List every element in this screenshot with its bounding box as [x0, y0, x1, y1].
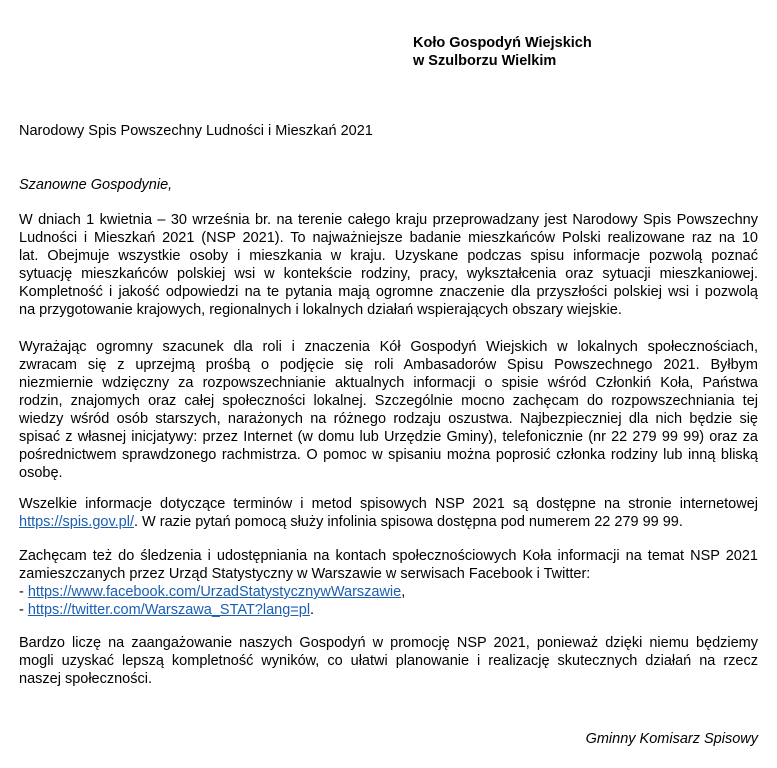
- paragraph-2-line: pośrednictwem sprawdzonego rachmistrza. O pomoc w spisaniu można poprosić członka rodziny lub inną bliską: [19, 447, 758, 463]
- paragraph-2: [19, 338, 758, 482]
- paragraph-1-line: Ludności i Mieszkań 2021 (NSP 2021). To najważniejsze badanie mieszkańców Polski realizowane raz na 10: [19, 230, 758, 246]
- paragraph-5: [19, 634, 758, 688]
- paragraph-4-line: Zachęcam też do śledzenia i udostępniania na kontach społecznościowych Koła informacji na temat NSP 2021: [19, 548, 758, 564]
- paragraph-3-line: [19, 513, 758, 531]
- signature: Gminny Komisarz Spisowy: [585, 731, 758, 747]
- paragraph-5-line: Bardzo liczę na zaangażowanie naszych Gospodyń w promocję NSP 2021, ponieważ dzięki niemu będziemy: [19, 635, 758, 651]
- paragraph-2-line: niezmiernie wdzięczny za rozpowszechnianie aktualnych informacji o spisie wśród Członkiń Koła, Państwa: [19, 375, 758, 391]
- bullet-dash: -: [19, 602, 28, 618]
- bullet-dash: -: [19, 584, 28, 600]
- punctuation: ,: [401, 584, 406, 600]
- paragraph-3-text: . W razie pytań pomocą służy infolinia spisowa dostępna pod numerem 22 279 99 99.: [133, 514, 683, 530]
- paragraph-2-line: wiedzy wśród osób starszych, narażonych na różnego rodzaju oszustwa. Najbezpieczniej dla nich będzie się: [19, 411, 758, 427]
- letter-subject: Narodowy Spis Powszechny Ludności i Mieszkań 2021: [19, 123, 373, 139]
- letter-greeting: Szanowne Gospodynie,: [19, 177, 173, 193]
- twitter-link[interactable]: https://twitter.com/Warszawa_STAT?lang=pl: [27, 602, 311, 618]
- paragraph-3: [19, 495, 758, 531]
- punctuation: .: [310, 602, 315, 618]
- paragraph-5-line: mogli uzyskać lepszą kompletność wyników, co ułatwi planowanie i realizację skutecznych działań na rzecz: [19, 653, 758, 669]
- paragraph-1-line: W dniach 1 kwietnia – 30 września br. na terenie całego kraju przeprowadzany jest Narodowy Spis Powszechny: [19, 212, 758, 228]
- spis-link[interactable]: https://spis.gov.pl/: [19, 514, 134, 530]
- paragraph-3-line: Wszelkie informacje dotyczące terminów i metod spisowych NSP 2021 są dostępne na stronie internetowej: [19, 496, 758, 512]
- paragraph-2-line: rodzin, znajomych oraz całej społeczności lokalnej. Szczególnie mocno zachęcam do rozpowszechniania tej: [19, 393, 758, 409]
- paragraph-2-line: spisać z własnej inicjatywy: przez Internet (w domu lub Urzędzie Gminy), telefonicznie (nr 22 279 99 99) oraz za: [19, 429, 758, 445]
- facebook-link-line: [19, 583, 758, 601]
- twitter-link-line: [19, 601, 758, 619]
- paragraph-2-line: zwracam się z uprzejmą prośbą o podjęcie się roli Ambasadorów Spisu Powszechnego 2021. Byłbym: [19, 357, 758, 373]
- paragraph-2-line: osobę.: [19, 465, 63, 481]
- recipient-block: [413, 34, 592, 70]
- paragraph-1-line: sytuację mieszkańców polskiej wsi w kontekście rodziny, pracy, wykształcenia oraz sytuacji mieszkaniowej.: [19, 266, 758, 282]
- paragraph-1-line: na przygotowanie krajowych, regionalnych i lokalnych działań wspierających obszary wiejskie.: [19, 302, 622, 318]
- paragraph-1-line: Kompletność i jakość odpowiedzi na te pytania mają ogromne znaczenie dla przyszłości polskiej wsi i pozwolą: [19, 284, 758, 300]
- paragraph-1-line: lat. Obejmuje wszystkie osoby i mieszkania w kraju. Uzyskane podczas spisu informacje pozwolą poznać: [19, 248, 758, 264]
- paragraph-2-line: Wyrażając ogromny szacunek dla roli i znaczenia Kół Gospodyń Wiejskich w lokalnych społecznościach,: [19, 339, 758, 355]
- paragraph-4: [19, 547, 758, 619]
- recipient-line-2: w Szulborzu Wielkim: [413, 53, 557, 69]
- paragraph-5-line: naszej społeczności.: [19, 671, 152, 687]
- recipient-line-1: Koło Gospodyń Wiejskich: [413, 35, 592, 51]
- paragraph-4-line: zamieszczanych przez Urząd Statystyczny w Warszawie w serwisach Facebook i Twitter:: [19, 566, 591, 582]
- facebook-link[interactable]: https://www.facebook.com/UrzadStatystycznywWarszawie: [27, 584, 402, 600]
- paragraph-1: [19, 211, 758, 319]
